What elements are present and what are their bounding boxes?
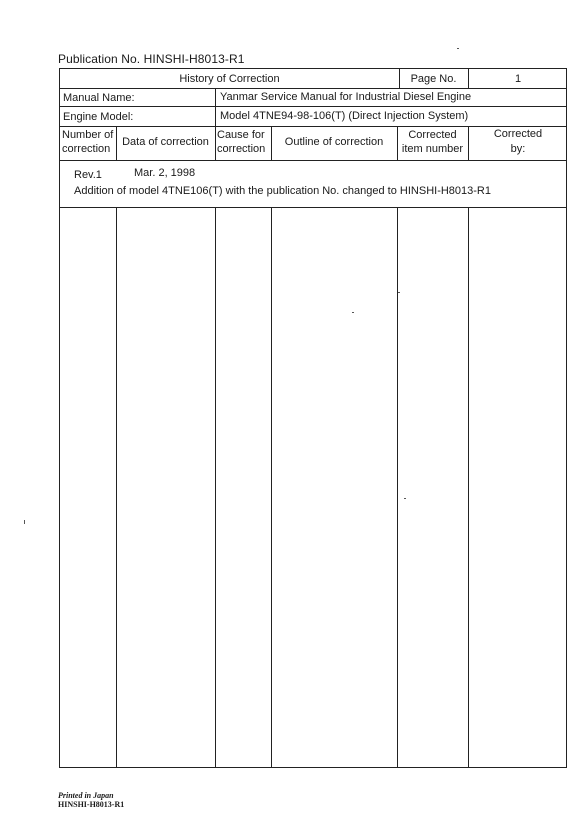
- scan-speck: [404, 498, 406, 499]
- rule-engine-bottom: [60, 126, 566, 127]
- col-corrected-by-line2: by:: [510, 143, 526, 155]
- col-cause-line2: correction: [217, 143, 266, 155]
- col-corrected-item-line1: Corrected: [408, 129, 457, 141]
- engine-model-value: Model 4TNE94-98-106(T) (Direct Injection System): [220, 110, 469, 122]
- entry-revision: Rev.1: [74, 169, 102, 181]
- rule-header-bottom: [60, 88, 566, 89]
- rule-label-divider: [215, 88, 216, 126]
- rule-col-v3-body: [271, 207, 272, 768]
- manual-name-label: Manual Name:: [63, 92, 135, 104]
- col-corrected-item-line2: item number: [401, 143, 464, 155]
- page-number: 1: [514, 73, 522, 85]
- rule-col-v5-body: [468, 207, 469, 768]
- scan-speck: [457, 48, 459, 49]
- engine-model-label: Engine Model:: [63, 111, 134, 123]
- entry-date: Mar. 2, 1998: [134, 167, 196, 179]
- scan-speck: [352, 312, 354, 313]
- manual-name-value: Yanmar Service Manual for Industrial Diesel Engine: [220, 91, 472, 103]
- rule-col-v1-body: [116, 207, 117, 768]
- footer: [58, 791, 124, 809]
- col-corrected-by-line1: Corrected: [493, 128, 543, 140]
- rule-col-v2-body: [215, 207, 216, 768]
- rule-col-v2-head: [215, 126, 216, 160]
- rule-entry-bottom: [60, 207, 566, 208]
- publication-number: Publication No. HINSHI-H8013-R1: [58, 52, 245, 66]
- col-outline-header: Outline of correction: [284, 136, 384, 148]
- col-date-header: Data of correction: [122, 136, 209, 148]
- footer-publication-code: HINSHI-H8013-R1: [58, 800, 125, 809]
- page-label: Page No.: [410, 73, 457, 85]
- entry-description: Addition of model 4TNE106(T) with the publication No. changed to HINSHI-H8013-R1: [74, 185, 491, 197]
- col-cause-line1: Cause for: [217, 129, 265, 141]
- scan-speck: [24, 520, 25, 524]
- rule-columns-bottom: [60, 160, 566, 161]
- scan-speck: [398, 292, 400, 293]
- rule-manual-bottom: [60, 106, 566, 107]
- table-title: History of Correction: [179, 73, 280, 85]
- col-number-line2: correction: [62, 143, 111, 155]
- col-number-line1: Number of: [62, 129, 114, 141]
- printed-in-japan: Printed in Japan: [58, 791, 114, 800]
- correction-history-table: [59, 68, 567, 768]
